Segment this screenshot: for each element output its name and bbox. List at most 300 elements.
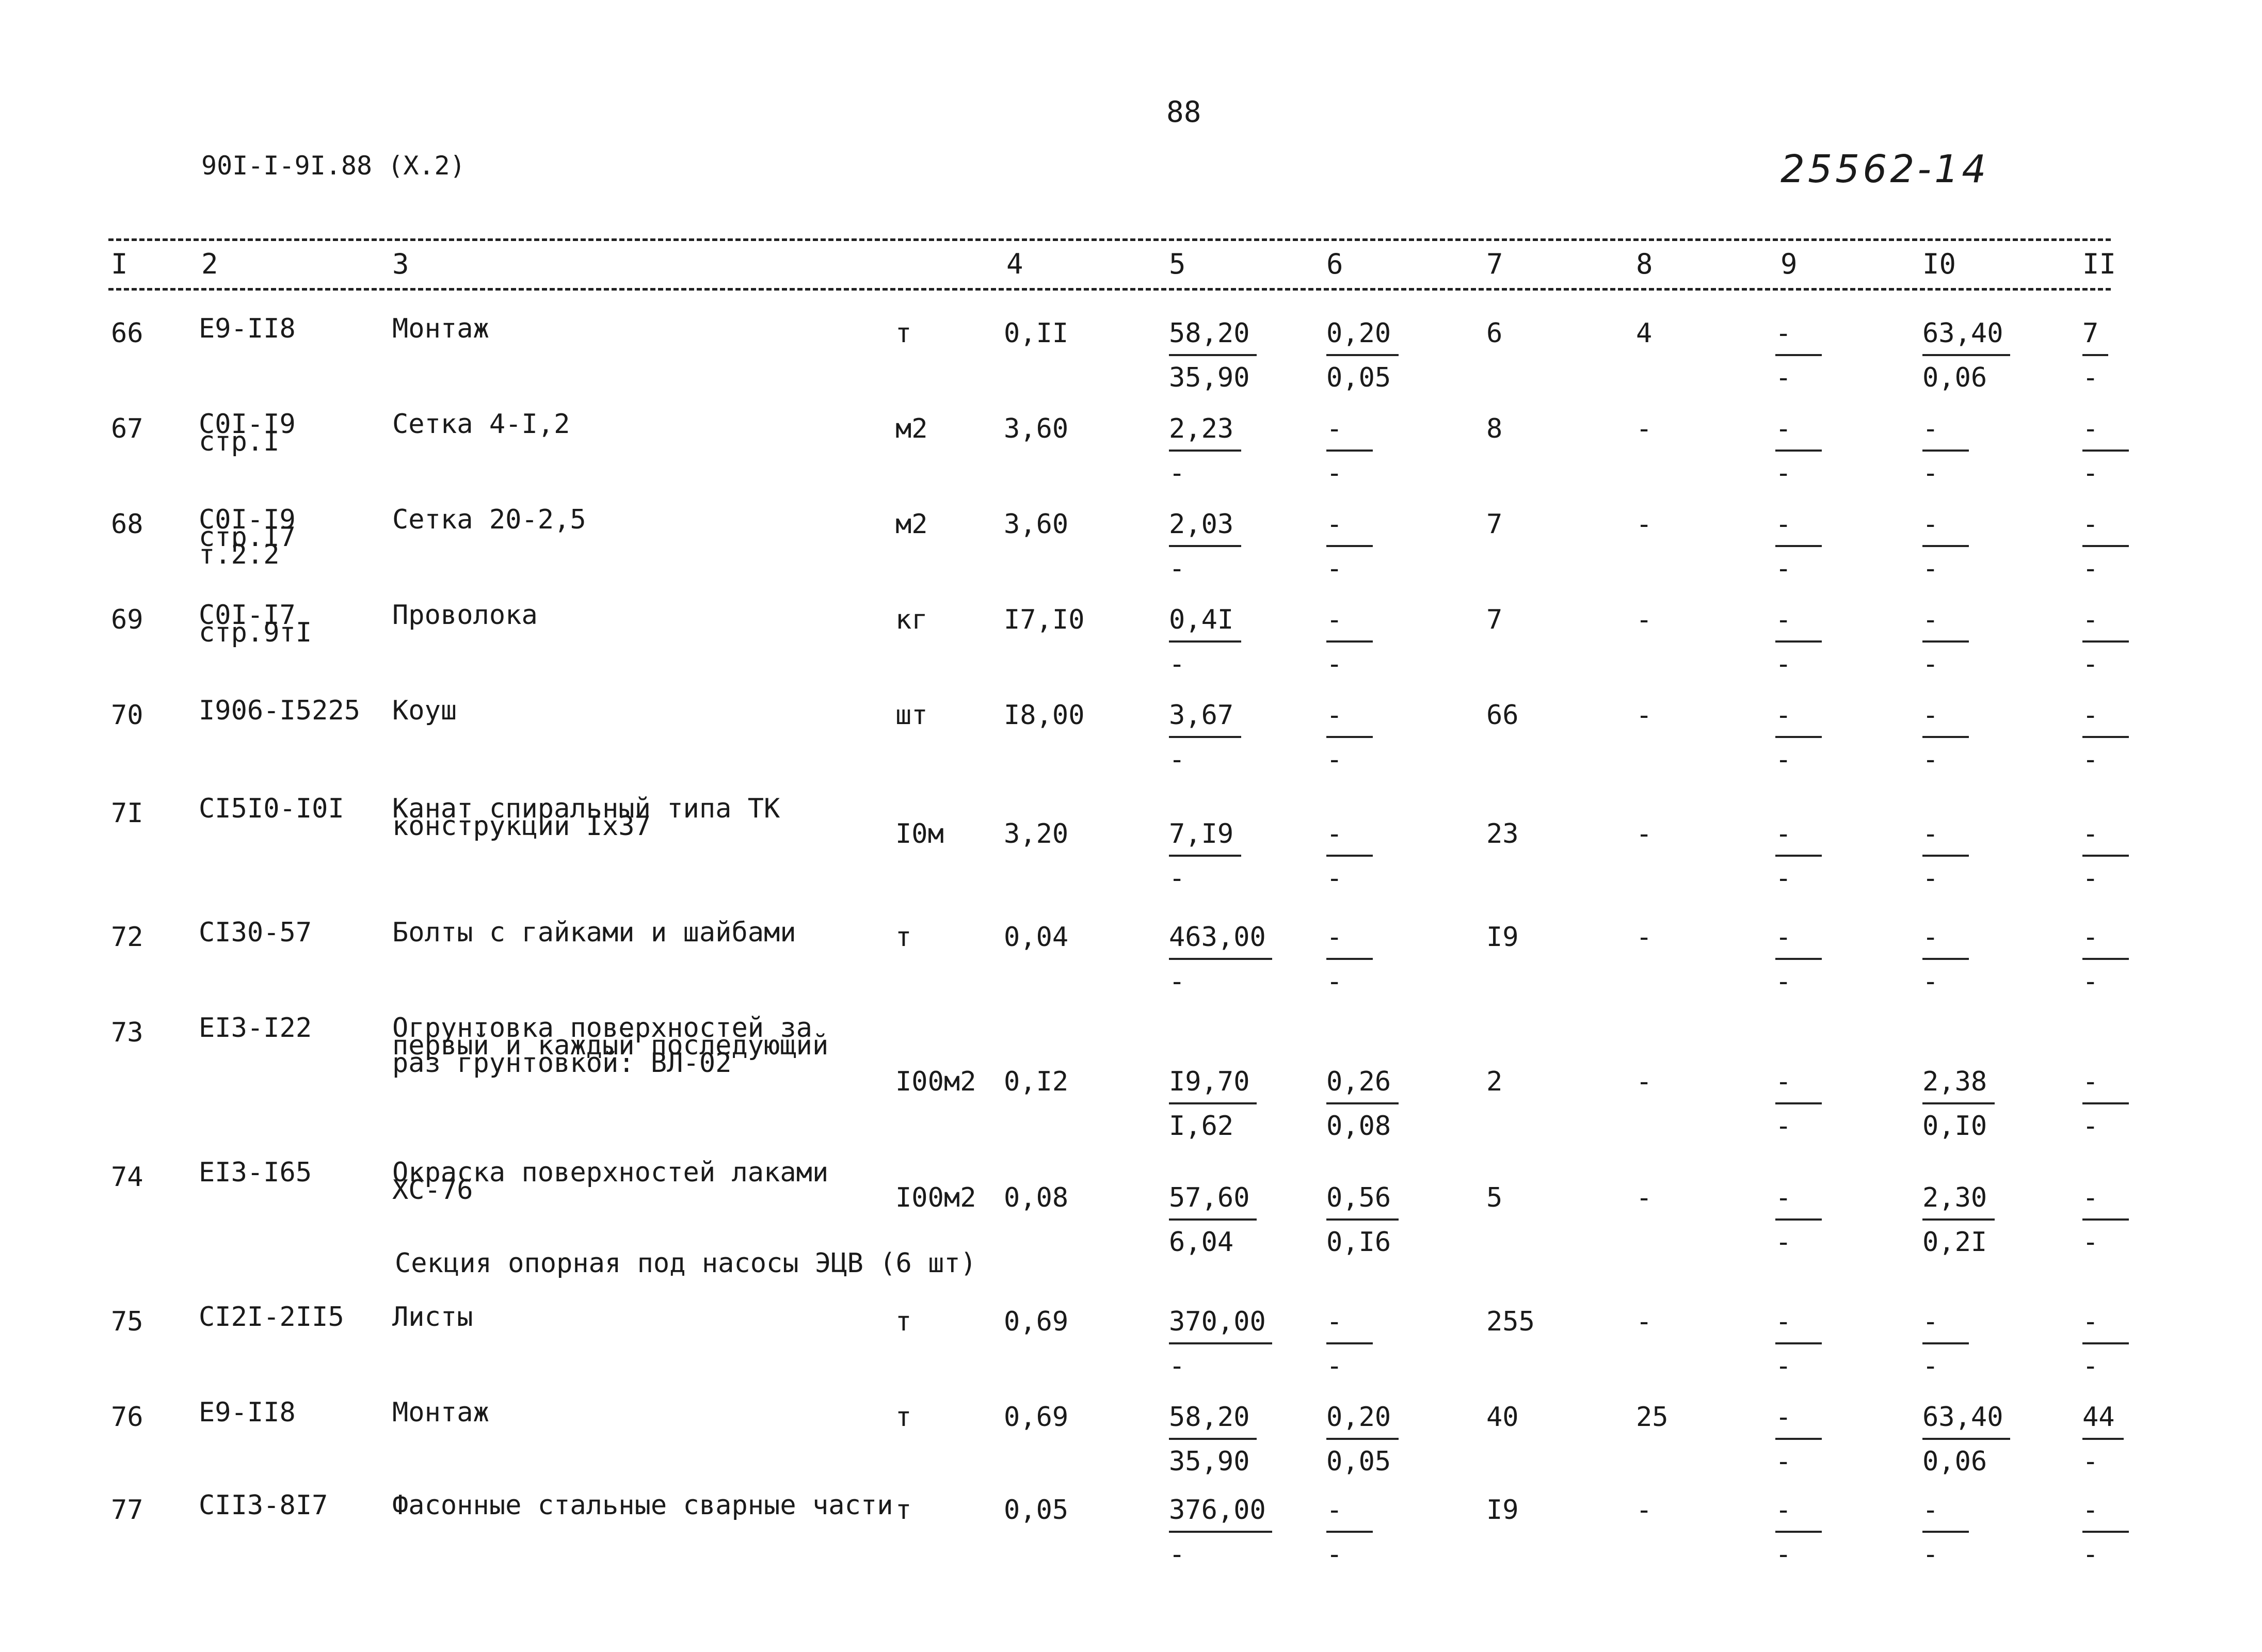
column-header-3: 3 <box>392 248 409 280</box>
col9-value-fraction-bar <box>1775 1218 1822 1221</box>
quantity: 3,20 <box>1004 819 1069 849</box>
col11-value-denominator: - <box>2082 458 2099 489</box>
col9-value-denominator: - <box>1775 863 1792 894</box>
row-number: 70 <box>111 700 143 731</box>
resource-name: Монтаж <box>392 1397 489 1428</box>
col11-value <box>2082 1404 2124 1475</box>
col11-value-fraction-bar <box>2082 1218 2129 1221</box>
col5-value-fraction-bar <box>1169 640 1241 643</box>
col11-value-fraction-bar <box>2082 1438 2124 1440</box>
col10-value-denominator: 0,06 <box>1922 1446 1987 1477</box>
col5-value-numerator: 58,20 <box>1169 1402 1250 1433</box>
col6-value-denominator: - <box>1326 744 1343 775</box>
col9-value <box>1775 320 1822 391</box>
resource-name: Проволока <box>392 600 538 631</box>
col5-value <box>1169 320 1257 391</box>
col10-value-denominator: - <box>1922 863 1939 894</box>
col9-value-fraction-bar <box>1775 1102 1822 1104</box>
col6-value <box>1326 320 1399 391</box>
col6-value-fraction-bar <box>1326 640 1373 643</box>
col6-value-numerator: - <box>1326 819 1343 849</box>
resource-code: CI2I-2II5 <box>199 1302 344 1333</box>
col11-value-fraction-bar <box>2082 640 2129 643</box>
resource-code: E9-II8 <box>199 313 296 344</box>
col10-value-fraction-bar <box>1922 450 1969 452</box>
col10-value <box>1922 1497 1969 1568</box>
col7-value: I9 <box>1486 922 1519 953</box>
unit: кг <box>895 604 928 635</box>
col9-value-denominator: - <box>1775 1351 1792 1382</box>
col10-value <box>1922 320 2010 391</box>
col11-value-fraction-bar <box>2082 545 2129 547</box>
quantity: I8,00 <box>1004 700 1085 731</box>
header-top-rule <box>108 238 2111 241</box>
col9-value-denominator: - <box>1775 1539 1792 1570</box>
row-number: 69 <box>111 604 143 635</box>
page-number: 88 <box>1166 95 1201 129</box>
col7-value: 66 <box>1486 700 1519 731</box>
col9-value <box>1775 1184 1822 1256</box>
col11-value-numerator: 44 <box>2082 1402 2115 1433</box>
col6-value-numerator: - <box>1326 1495 1343 1526</box>
col11-value-fraction-bar <box>2082 450 2129 452</box>
unit: т <box>895 922 912 953</box>
col5-value <box>1169 1497 1272 1568</box>
col11-value-numerator: - <box>2082 604 2099 635</box>
col8-value: - <box>1636 604 1653 635</box>
col9-value-fraction-bar <box>1775 545 1822 547</box>
col9-value <box>1775 511 1822 582</box>
col11-value <box>2082 924 2129 995</box>
col10-value-denominator: - <box>1922 458 1939 489</box>
col7-value: 5 <box>1486 1182 1503 1213</box>
col9-value <box>1775 606 1822 678</box>
col7-value: 255 <box>1486 1306 1535 1337</box>
col7-value: 8 <box>1486 413 1503 444</box>
col10-value-numerator: - <box>1922 1495 1939 1526</box>
col6-value-numerator: - <box>1326 700 1343 731</box>
col6-value-numerator: - <box>1326 509 1343 540</box>
col6-value-numerator: - <box>1326 922 1343 953</box>
col6-value-denominator: - <box>1326 966 1343 997</box>
col10-value-fraction-bar <box>1922 1531 1969 1533</box>
resource-name: Сетка 20-2,5 <box>392 504 586 535</box>
col11-value-numerator: - <box>2082 819 2099 849</box>
col10-value-numerator: 2,38 <box>1922 1066 1987 1097</box>
col9-value-numerator: - <box>1775 922 1792 953</box>
col10-value <box>1922 821 1969 892</box>
col8-value: - <box>1636 1306 1653 1337</box>
col11-value-fraction-bar <box>2082 354 2108 356</box>
col6-value-denominator: 0,I6 <box>1326 1227 1391 1258</box>
col5-value <box>1169 1308 1272 1380</box>
col8-value: - <box>1636 700 1653 731</box>
col11-value-denominator: - <box>2082 1446 2099 1477</box>
col11-value-fraction-bar <box>2082 736 2129 738</box>
col6-value-fraction-bar <box>1326 855 1373 857</box>
quantity: 0,I2 <box>1004 1066 1069 1097</box>
col5-value <box>1169 1068 1257 1140</box>
col9-value <box>1775 1404 1822 1475</box>
col9-value <box>1775 1497 1822 1568</box>
col9-value-denominator: - <box>1775 744 1792 775</box>
col6-value-fraction-bar <box>1326 1342 1373 1344</box>
col6-value <box>1326 702 1373 773</box>
col5-value-fraction-bar <box>1169 736 1241 738</box>
col5-value-fraction-bar <box>1169 450 1241 452</box>
col5-value-fraction-bar <box>1169 958 1272 960</box>
col7-value: 7 <box>1486 509 1503 540</box>
col11-value-denominator: - <box>2082 553 2099 584</box>
col11-value-denominator: - <box>2082 966 2099 997</box>
unit: т <box>895 1306 912 1337</box>
col5-value-fraction-bar <box>1169 855 1241 857</box>
unit: I00м2 <box>895 1182 976 1213</box>
col11-value <box>2082 511 2129 582</box>
col5-value-numerator: 463,00 <box>1169 922 1266 953</box>
resource-name: Коуш <box>392 695 457 726</box>
handwritten-stamp: 25562-14 <box>1780 147 1990 191</box>
resource-code: I906-I5225 <box>199 695 361 726</box>
col10-value-fraction-bar <box>1922 1438 2010 1440</box>
col5-value-fraction-bar <box>1169 1438 1257 1440</box>
col10-value-denominator: - <box>1922 744 1939 775</box>
column-header-11: II <box>2082 248 2116 280</box>
col11-value-denominator: - <box>2082 744 2099 775</box>
col5-value-denominator: - <box>1169 553 1185 584</box>
col7-value: 2 <box>1486 1066 1503 1097</box>
col10-value <box>1922 702 1969 773</box>
col5-value-numerator: 3,67 <box>1169 700 1234 731</box>
col10-value <box>1922 415 1969 487</box>
col5-value-denominator: 6,04 <box>1169 1227 1234 1258</box>
column-header-8: 8 <box>1636 248 1653 280</box>
unit: м2 <box>895 413 928 444</box>
col6-value <box>1326 1404 1399 1475</box>
col11-value-numerator: - <box>2082 922 2099 953</box>
col10-value-fraction-bar <box>1922 354 2010 356</box>
col11-value-denominator: - <box>2082 1351 2099 1382</box>
col8-value: - <box>1636 1066 1653 1097</box>
col6-value-numerator: - <box>1326 413 1343 444</box>
col9-value-numerator: - <box>1775 318 1792 349</box>
col5-value <box>1169 1184 1257 1256</box>
col5-value-denominator: 35,90 <box>1169 362 1250 393</box>
col11-value-numerator: - <box>2082 700 2099 731</box>
col7-value: I9 <box>1486 1495 1519 1526</box>
col5-value-numerator: 7,I9 <box>1169 819 1234 849</box>
col10-value-numerator: - <box>1922 604 1939 635</box>
col6-value-denominator: 0,08 <box>1326 1111 1391 1142</box>
col10-value-numerator: - <box>1922 509 1939 540</box>
col10-value-numerator: - <box>1922 700 1939 731</box>
col11-value-fraction-bar <box>2082 1102 2129 1104</box>
col9-value-fraction-bar <box>1775 1342 1822 1344</box>
col6-value <box>1326 1497 1373 1568</box>
quantity: 3,60 <box>1004 509 1069 540</box>
col9-value-numerator: - <box>1775 1402 1792 1433</box>
row-number: 66 <box>111 318 143 349</box>
col6-value <box>1326 1308 1373 1380</box>
col10-value-denominator: 0,06 <box>1922 362 1987 393</box>
col5-value-fraction-bar <box>1169 545 1241 547</box>
quantity: 0,69 <box>1004 1402 1069 1433</box>
col11-value <box>2082 606 2129 678</box>
col9-value-denominator: - <box>1775 1227 1792 1258</box>
col9-value-fraction-bar <box>1775 855 1822 857</box>
col9-value-denominator: - <box>1775 458 1792 489</box>
col10-value <box>1922 1308 1969 1380</box>
col11-value <box>2082 1068 2129 1140</box>
unit: I0м <box>895 819 944 849</box>
col9-value-fraction-bar <box>1775 640 1822 643</box>
col10-value <box>1922 1404 2010 1475</box>
col11-value <box>2082 415 2129 487</box>
col5-value-denominator: - <box>1169 966 1185 997</box>
col6-value-fraction-bar <box>1326 1531 1373 1533</box>
col11-value-denominator: - <box>2082 863 2099 894</box>
col5-value-fraction-bar <box>1169 354 1257 356</box>
col6-value-fraction-bar <box>1326 736 1373 738</box>
row-number: 77 <box>111 1495 143 1526</box>
col11-value-numerator: - <box>2082 1306 2099 1337</box>
col6-value-fraction-bar <box>1326 1438 1399 1440</box>
col11-value-numerator: - <box>2082 1066 2099 1097</box>
col10-value-fraction-bar <box>1922 545 1969 547</box>
col5-value-numerator: 2,03 <box>1169 509 1234 540</box>
column-header-4: 4 <box>1006 248 1023 280</box>
col9-value-denominator: - <box>1775 966 1792 997</box>
col11-value-numerator: 7 <box>2082 318 2099 349</box>
section-title: Секция опорная под насосы ЭЦВ (6 шт) <box>395 1248 977 1279</box>
col9-value-fraction-bar <box>1775 450 1822 452</box>
col11-value-denominator: - <box>2082 649 2099 680</box>
col11-value-denominator: - <box>2082 1111 2099 1142</box>
col5-value <box>1169 511 1241 582</box>
col10-value-fraction-bar <box>1922 958 1969 960</box>
col11-value <box>2082 821 2129 892</box>
col10-value-numerator: 63,40 <box>1922 318 2003 349</box>
col5-value-numerator: 376,00 <box>1169 1495 1266 1526</box>
col9-value-numerator: - <box>1775 509 1792 540</box>
col6-value-denominator: - <box>1326 649 1343 680</box>
resource-name: Канат спиральный типа ТК конструкции Iх37 <box>392 793 780 842</box>
col10-value-numerator: - <box>1922 819 1939 849</box>
unit: т <box>895 318 912 349</box>
quantity: 0,05 <box>1004 1495 1069 1526</box>
resource-name: Сетка 4-I,2 <box>392 409 570 440</box>
col10-value-denominator: - <box>1922 649 1939 680</box>
col9-value-numerator: - <box>1775 1495 1792 1526</box>
col10-value-denominator: - <box>1922 1539 1939 1570</box>
col9-value-numerator: - <box>1775 604 1792 635</box>
resource-name: Фасонные стальные сварные части <box>392 1490 893 1521</box>
col5-value <box>1169 702 1241 773</box>
col6-value-numerator: 0,20 <box>1326 318 1391 349</box>
col5-value-numerator: 370,00 <box>1169 1306 1266 1337</box>
col10-value <box>1922 606 1969 678</box>
col9-value-denominator: - <box>1775 1111 1792 1142</box>
col9-value-denominator: - <box>1775 649 1792 680</box>
resource-code: CI5I0-I0I <box>199 793 344 824</box>
col10-value <box>1922 1068 1995 1140</box>
col10-value-numerator: 2,30 <box>1922 1182 1987 1213</box>
col5-value-numerator: I9,70 <box>1169 1066 1250 1097</box>
resource-code: CI30-57 <box>199 917 312 948</box>
col7-value: 23 <box>1486 819 1519 849</box>
column-header-10: I0 <box>1922 248 1956 280</box>
row-number: 72 <box>111 922 143 953</box>
col11-value <box>2082 1497 2129 1568</box>
col10-value-denominator: 0,2I <box>1922 1227 1987 1258</box>
col6-value <box>1326 821 1373 892</box>
col8-value: 25 <box>1636 1402 1669 1433</box>
col6-value-denominator: - <box>1326 863 1343 894</box>
col11-value-fraction-bar <box>2082 855 2129 857</box>
col9-value-denominator: - <box>1775 1446 1792 1477</box>
col10-value-denominator: - <box>1922 553 1939 584</box>
col6-value-fraction-bar <box>1326 450 1373 452</box>
col10-value-denominator: 0,I0 <box>1922 1111 1987 1142</box>
col6-value-denominator: - <box>1326 458 1343 489</box>
resource-code: EI3-I65 <box>199 1157 312 1188</box>
col10-value-numerator: - <box>1922 1306 1939 1337</box>
col5-value-denominator: 35,90 <box>1169 1446 1250 1477</box>
resource-name: Монтаж <box>392 313 489 344</box>
col11-value <box>2082 702 2129 773</box>
col6-value-fraction-bar <box>1326 1102 1399 1104</box>
col11-value-fraction-bar <box>2082 1342 2129 1344</box>
row-number: 7I <box>111 798 143 829</box>
col10-value-denominator: - <box>1922 1351 1939 1382</box>
col9-value-numerator: - <box>1775 1306 1792 1337</box>
column-header-6: 6 <box>1326 248 1343 280</box>
col9-value <box>1775 1068 1822 1140</box>
header-bottom-rule <box>108 288 2111 291</box>
col5-value-denominator: - <box>1169 649 1185 680</box>
col9-value <box>1775 702 1822 773</box>
row-number: 76 <box>111 1402 143 1433</box>
col11-value-denominator: - <box>2082 1227 2099 1258</box>
col11-value-numerator: - <box>2082 1495 2099 1526</box>
col5-value <box>1169 924 1272 995</box>
resource-name: Окраска поверхностей лаками ХС-76 <box>392 1157 829 1206</box>
row-number: 67 <box>111 413 143 444</box>
col6-value-fraction-bar <box>1326 354 1399 356</box>
col6-value-denominator: - <box>1326 1539 1343 1570</box>
col11-value-denominator: - <box>2082 1539 2099 1570</box>
col9-value-fraction-bar <box>1775 1438 1822 1440</box>
quantity: 0,04 <box>1004 922 1069 953</box>
column-header-9: 9 <box>1780 248 1798 280</box>
col7-value: 40 <box>1486 1402 1519 1433</box>
col6-value-fraction-bar <box>1326 545 1373 547</box>
col5-value-denominator: I,62 <box>1169 1111 1234 1142</box>
quantity: 0,69 <box>1004 1306 1069 1337</box>
col8-value: - <box>1636 922 1653 953</box>
col10-value-denominator: - <box>1922 966 1939 997</box>
col9-value-fraction-bar <box>1775 1531 1822 1533</box>
col9-value-fraction-bar <box>1775 354 1822 356</box>
col10-value-fraction-bar <box>1922 1342 1969 1344</box>
col5-value <box>1169 821 1241 892</box>
col5-value-numerator: 2,23 <box>1169 413 1234 444</box>
col10-value-numerator: - <box>1922 413 1939 444</box>
col11-value <box>2082 320 2108 391</box>
col5-value-fraction-bar <box>1169 1218 1257 1221</box>
column-header-2: 2 <box>201 248 218 280</box>
row-number: 68 <box>111 509 143 540</box>
resource-code: C0I-I9 стр.I <box>199 409 296 457</box>
col5-value-fraction-bar <box>1169 1102 1257 1104</box>
unit: м2 <box>895 509 928 540</box>
quantity: 3,60 <box>1004 413 1069 444</box>
col5-value <box>1169 1404 1257 1475</box>
col10-value-numerator: 63,40 <box>1922 1402 2003 1433</box>
col8-value: - <box>1636 1182 1653 1213</box>
quantity: 0,II <box>1004 318 1069 349</box>
col6-value <box>1326 415 1373 487</box>
col5-value-numerator: 58,20 <box>1169 318 1250 349</box>
resource-name: Болты с гайками и шайбами <box>392 917 796 948</box>
column-header-1: I <box>111 248 128 280</box>
col10-value <box>1922 511 1969 582</box>
resource-code: C0I-I7 стр.9тI <box>199 600 312 648</box>
col5-value-denominator: - <box>1169 458 1185 489</box>
col5-value-denominator: - <box>1169 744 1185 775</box>
col9-value <box>1775 1308 1822 1380</box>
unit: т <box>895 1495 912 1526</box>
col9-value-numerator: - <box>1775 700 1792 731</box>
col6-value <box>1326 511 1373 582</box>
col5-value <box>1169 606 1241 678</box>
col10-value <box>1922 1184 1995 1256</box>
col9-value-denominator: - <box>1775 362 1792 393</box>
col9-value-numerator: - <box>1775 1182 1792 1213</box>
col8-value: - <box>1636 413 1653 444</box>
col5-value-fraction-bar <box>1169 1531 1272 1533</box>
col11-value <box>2082 1308 2129 1380</box>
col5-value-denominator: - <box>1169 1539 1185 1570</box>
col10-value <box>1922 924 1969 995</box>
col6-value-numerator: 0,56 <box>1326 1182 1391 1213</box>
col9-value <box>1775 415 1822 487</box>
col11-value-numerator: - <box>2082 1182 2099 1213</box>
col8-value: 4 <box>1636 318 1653 349</box>
resource-code: C0I-I9 стр.I7 т.2.2 <box>199 504 296 570</box>
column-header-5: 5 <box>1169 248 1186 280</box>
col10-value-numerator: - <box>1922 922 1939 953</box>
col6-value-numerator: 0,26 <box>1326 1066 1391 1097</box>
col6-value-fraction-bar <box>1326 1218 1399 1221</box>
col7-value: 7 <box>1486 604 1503 635</box>
unit: т <box>895 1402 912 1433</box>
resource-code: E9-II8 <box>199 1397 296 1428</box>
col9-value-numerator: - <box>1775 819 1792 849</box>
col7-value: 6 <box>1486 318 1503 349</box>
col6-value <box>1326 1184 1399 1256</box>
col6-value-numerator: - <box>1326 604 1343 635</box>
col6-value <box>1326 1068 1399 1140</box>
col11-value <box>2082 1184 2129 1256</box>
column-header-7: 7 <box>1486 248 1503 280</box>
col9-value-numerator: - <box>1775 413 1792 444</box>
unit: I00м2 <box>895 1066 976 1097</box>
col5-value-denominator: - <box>1169 863 1185 894</box>
col10-value-fraction-bar <box>1922 1218 1995 1221</box>
col5-value-denominator: - <box>1169 1351 1185 1382</box>
col6-value-denominator: 0,05 <box>1326 362 1391 393</box>
